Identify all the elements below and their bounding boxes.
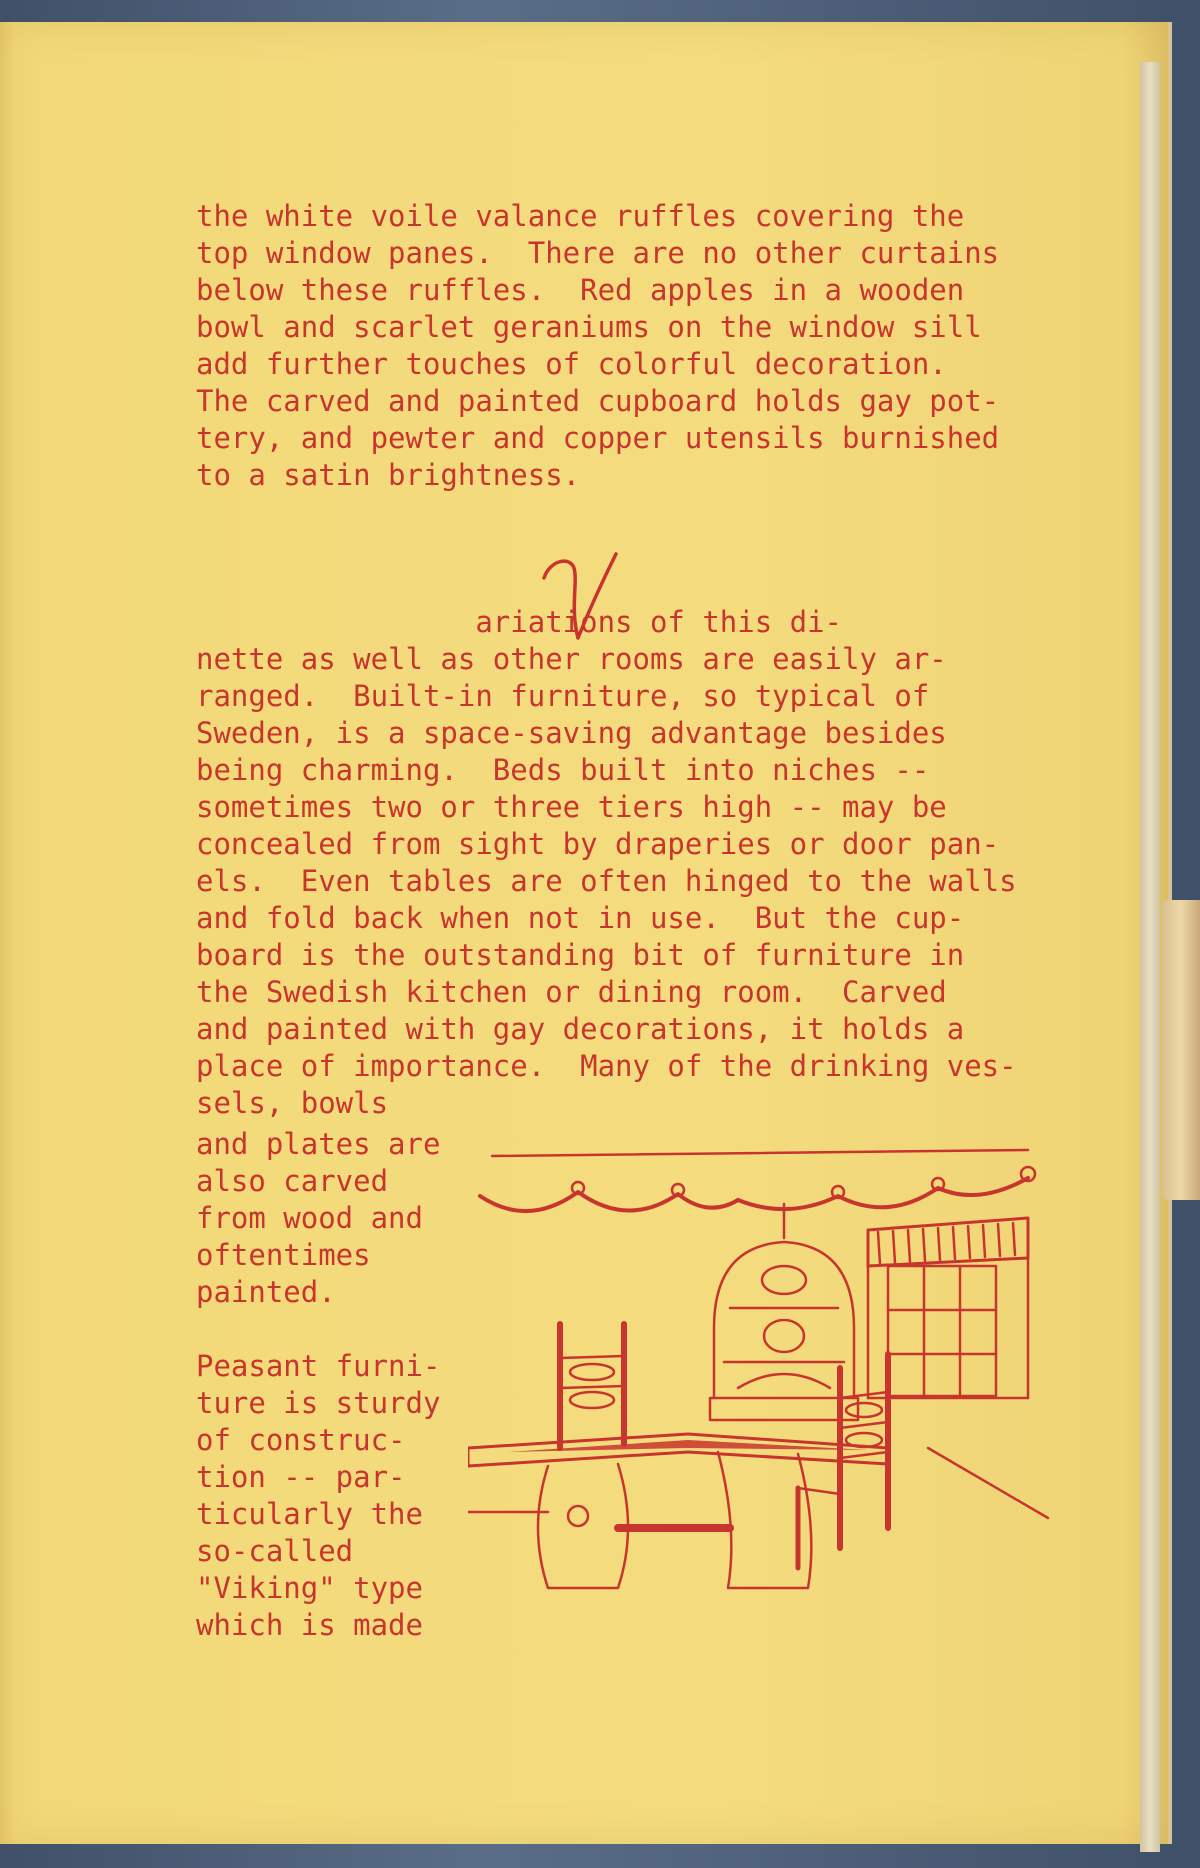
svg-text:swedish-dinette-drawing: swedish-dinette-drawing xyxy=(468,1148,481,1149)
svg-text:V: V xyxy=(540,548,541,549)
paragraph-3: and plates are also carved from wood and oftentimes painted. xyxy=(196,1127,441,1309)
page-edges xyxy=(1140,62,1160,1852)
paragraph-4: Peasant furni- ture is sturdy of construc- tion -- par- ticularly the so-called "Viking" type which is made xyxy=(196,1349,441,1642)
dinette-illustration xyxy=(468,1148,1052,1614)
paragraph-2: ariations of this di- nette as well as other rooms are easily ar- ranged. Built-in furniture, so typical of Sweden, is a space-saving advantage besides being charming. Beds built into niches -- sometimes two or three tiers high -- may be concealed from sight by draperies or door pan- els. Even tables are often hinged to the walls and fold back when not in use. But the cup- board is the outstanding bit of furniture in the Swedish kitchen or dining room. Carved and painted with gay decorations, it holds a place of importance. Many of the drinking ves- sels, bowls xyxy=(196,605,1017,1120)
bookmark-tab xyxy=(1162,900,1200,1200)
paragraph-1: the white voile valance ruffles covering the top window panes. There are no other curtains below these ruffles. Red apples in a wooden bowl and scarlet geraniums on the window sill add further touches of colorful decoration. The carved and painted cupboard holds gay pot- tery, and pewter and copper utensils burnished to a satin brightness. xyxy=(196,199,1000,492)
